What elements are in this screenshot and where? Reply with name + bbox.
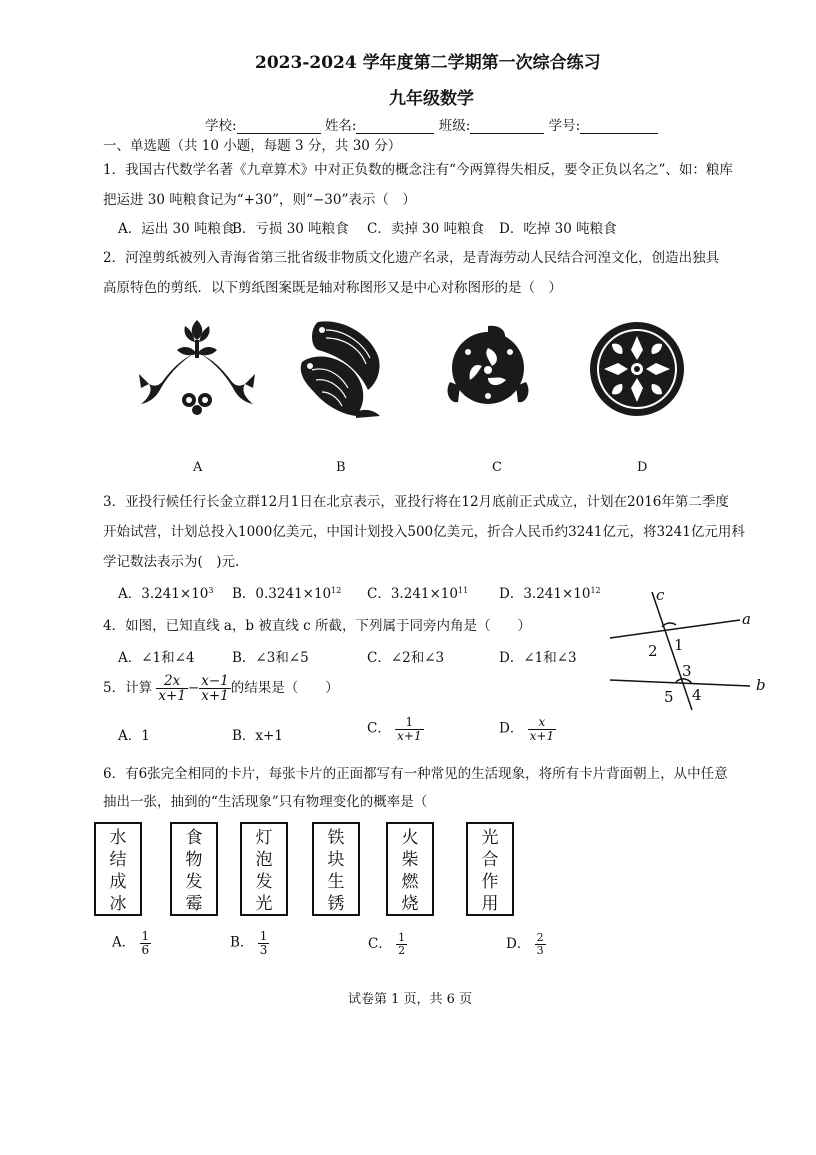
name-blank[interactable] xyxy=(356,119,434,134)
option-letter: D． xyxy=(499,720,524,737)
option-letter: C． xyxy=(367,586,391,602)
q5-suffix: 的结果是（ ） xyxy=(230,680,339,697)
label-c: c xyxy=(656,586,665,604)
option-exponent: 12 xyxy=(590,586,601,595)
q5-option-b[interactable]: B．x+1 xyxy=(232,728,283,744)
papercut-figure-c xyxy=(440,322,536,414)
label-a: a xyxy=(742,610,751,628)
angle-3-label: 3 xyxy=(682,662,692,680)
angle-2-label: 2 xyxy=(648,642,658,660)
q6-line2: 抽出一张，抽到的“生活现象”只有物理变化的概率是（ xyxy=(103,794,428,810)
figure-label-d[interactable]: D xyxy=(637,460,648,475)
q2-line1: 2．河湟剪纸被列入青海省第三批省级非物质文化遗产名录，是青海劳动人民结合河湟文化，创造出独具 xyxy=(103,250,720,266)
student-info-row xyxy=(205,114,658,134)
q5-stem xyxy=(103,674,339,703)
fraction-denominator: x+1 xyxy=(158,688,186,705)
q5-option-c[interactable] xyxy=(367,716,424,742)
papercut-figure-b xyxy=(296,316,384,420)
q1-option-a[interactable]: A．运出 30 吨粮食 xyxy=(118,221,235,237)
option-base: 3.241×10 xyxy=(523,586,591,602)
option-letter: B． xyxy=(230,934,254,951)
card-text: 光合作用 xyxy=(481,828,499,914)
option-exponent: 3 xyxy=(208,586,214,595)
q6-option-d[interactable] xyxy=(506,932,546,957)
fraction-denominator: 3 xyxy=(536,944,544,957)
transversal-figure xyxy=(600,582,780,714)
card-text: 铁块生锈 xyxy=(327,828,345,914)
q1-line1: 1．我国古代数学名著《九章算术》中对正负数的概念注有“今两算得失相反，要令正负以名之”、如：粮库 xyxy=(103,162,733,178)
q4-text: 4．如图，已知直线 a，b 被直线 c 所截，下列属于同旁内角是（ ） xyxy=(103,618,532,634)
q2-line2: 高原特色的剪纸．以下剪纸图案既是轴对称图形又是中心对称图形的是（ ） xyxy=(103,280,562,296)
angle-5-label: 5 xyxy=(664,688,674,706)
option-exponent: 11 xyxy=(457,586,469,595)
option-letter: D． xyxy=(499,586,524,602)
q6-option-b[interactable] xyxy=(230,930,269,956)
page-footer: 试卷第 1 页，共 6 页 xyxy=(348,992,473,1007)
papercut-figure-d xyxy=(588,320,686,418)
q4-option-c[interactable]: C．∠2和∠3 xyxy=(367,650,445,666)
option-fraction xyxy=(395,716,423,742)
card-5[interactable] xyxy=(386,822,434,916)
fraction-denominator: 3 xyxy=(259,942,268,957)
q1-line2: 把运进 30 吨粮食记为“+30”，则“−30”表示（ ） xyxy=(103,192,416,208)
section-heading: 一、单选题（共 10 小题，每题 3 分，共 30 分） xyxy=(103,138,402,154)
student-number-label: 学号: xyxy=(548,118,581,134)
card-text: 灯泡发光 xyxy=(255,828,273,914)
q5-option-d[interactable] xyxy=(499,716,556,742)
line-b xyxy=(610,680,750,686)
q5-prefix: 5．计算 xyxy=(103,680,153,697)
fraction-numerator: 1 xyxy=(259,929,268,943)
q4-option-b[interactable]: B．∠3和∠5 xyxy=(232,650,309,666)
q5-minus: − xyxy=(187,680,200,697)
q5-fraction-2 xyxy=(199,674,231,703)
q3-option-c[interactable] xyxy=(367,582,468,602)
option-base: 0.3241×10 xyxy=(255,586,332,602)
q1-option-c[interactable]: C．卖掉 30 吨粮食 xyxy=(367,221,485,237)
q3-line1: 3．亚投行候任行长金立群12月1日在北京表示，亚投行将在12月底前正式成立，计划在2016年第二季度 xyxy=(103,494,729,510)
card-4[interactable] xyxy=(312,822,360,916)
figure-label-b[interactable]: B xyxy=(336,460,346,475)
school-blank[interactable] xyxy=(237,119,321,134)
card-text: 水结成冰 xyxy=(109,828,127,914)
exam-title: 2023-2024 学年度第二学期第一次综合练习 xyxy=(255,53,601,73)
student-number-blank[interactable] xyxy=(580,119,658,134)
fraction-denominator: x+1 xyxy=(201,688,229,705)
q3-line3: 学记数法表示为( )元. xyxy=(103,554,240,570)
q5-fraction-1 xyxy=(156,674,188,703)
fraction-numerator: x xyxy=(528,716,556,730)
option-fraction xyxy=(535,932,546,956)
fraction-numerator: 2x xyxy=(156,674,188,689)
q6-option-c[interactable] xyxy=(368,932,407,957)
fraction-denominator: x+1 xyxy=(529,728,555,743)
card-2[interactable] xyxy=(170,822,218,916)
option-exponent: 12 xyxy=(331,586,342,595)
fraction-numerator: 2 xyxy=(536,931,544,945)
label-b: b xyxy=(756,676,766,694)
fraction-denominator: x+1 xyxy=(397,728,422,743)
fraction-denominator: 6 xyxy=(141,942,150,957)
card-text: 食物发霉 xyxy=(185,828,203,914)
fraction-denominator: 2 xyxy=(398,944,406,957)
q3-option-a[interactable] xyxy=(118,582,213,602)
q4-option-d[interactable]: D．∠1和∠3 xyxy=(499,650,577,666)
option-letter: C． xyxy=(368,936,392,952)
fraction-numerator: 1 xyxy=(395,716,423,730)
figure-label-a[interactable]: A xyxy=(193,460,203,475)
q5-option-a[interactable]: A．1 xyxy=(118,728,150,744)
angle-1-label: 1 xyxy=(674,636,684,654)
q4-option-a[interactable]: A．∠1和∠4 xyxy=(118,650,195,666)
option-letter: C． xyxy=(367,720,391,737)
figure-label-c[interactable]: C xyxy=(492,460,502,475)
option-letter: A． xyxy=(118,586,142,602)
option-fraction xyxy=(258,930,270,956)
q3-option-d[interactable] xyxy=(499,582,601,602)
q6-option-a[interactable] xyxy=(112,930,151,956)
class-label: 班级: xyxy=(438,118,471,134)
card-6[interactable] xyxy=(466,822,514,916)
q6-line1: 6．有6张完全相同的卡片，每张卡片的正面都写有一种常见的生活现象，将所有卡片背面朝上，从中任意 xyxy=(103,766,728,782)
option-base: 3.241×10 xyxy=(390,586,458,602)
papercut-figure-a xyxy=(135,318,259,418)
card-1[interactable] xyxy=(94,822,142,916)
q1-option-d[interactable]: D．吃掉 30 吨粮食 xyxy=(499,221,617,237)
option-fraction xyxy=(140,930,152,956)
q1-option-b[interactable]: B．亏损 30 吨粮食 xyxy=(232,221,349,237)
card-text: 火柴燃烧 xyxy=(401,828,419,914)
option-letter: D． xyxy=(506,936,531,952)
option-base: 3.241×10 xyxy=(141,586,209,602)
q3-option-b[interactable] xyxy=(232,582,341,602)
q3-line2: 开始试营，计划总投入1000亿美元，中国计划投入500亿美元，折合人民币约3241亿元，将3241亿元用科 xyxy=(103,524,745,540)
class-blank[interactable] xyxy=(470,119,544,134)
fraction-numerator: x−1 xyxy=(201,673,229,689)
option-letter: B． xyxy=(232,586,256,602)
option-fraction xyxy=(396,932,407,956)
school-label: 学校: xyxy=(205,118,237,134)
exam-subtitle: 九年级数学 xyxy=(389,89,474,109)
option-letter: A． xyxy=(112,934,136,951)
name-label: 姓名: xyxy=(324,118,357,134)
fraction-numerator: 1 xyxy=(141,929,150,943)
option-fraction xyxy=(528,716,556,742)
angle-4-label: 4 xyxy=(692,686,702,704)
fraction-numerator: 1 xyxy=(398,931,406,945)
card-3[interactable] xyxy=(240,822,288,916)
